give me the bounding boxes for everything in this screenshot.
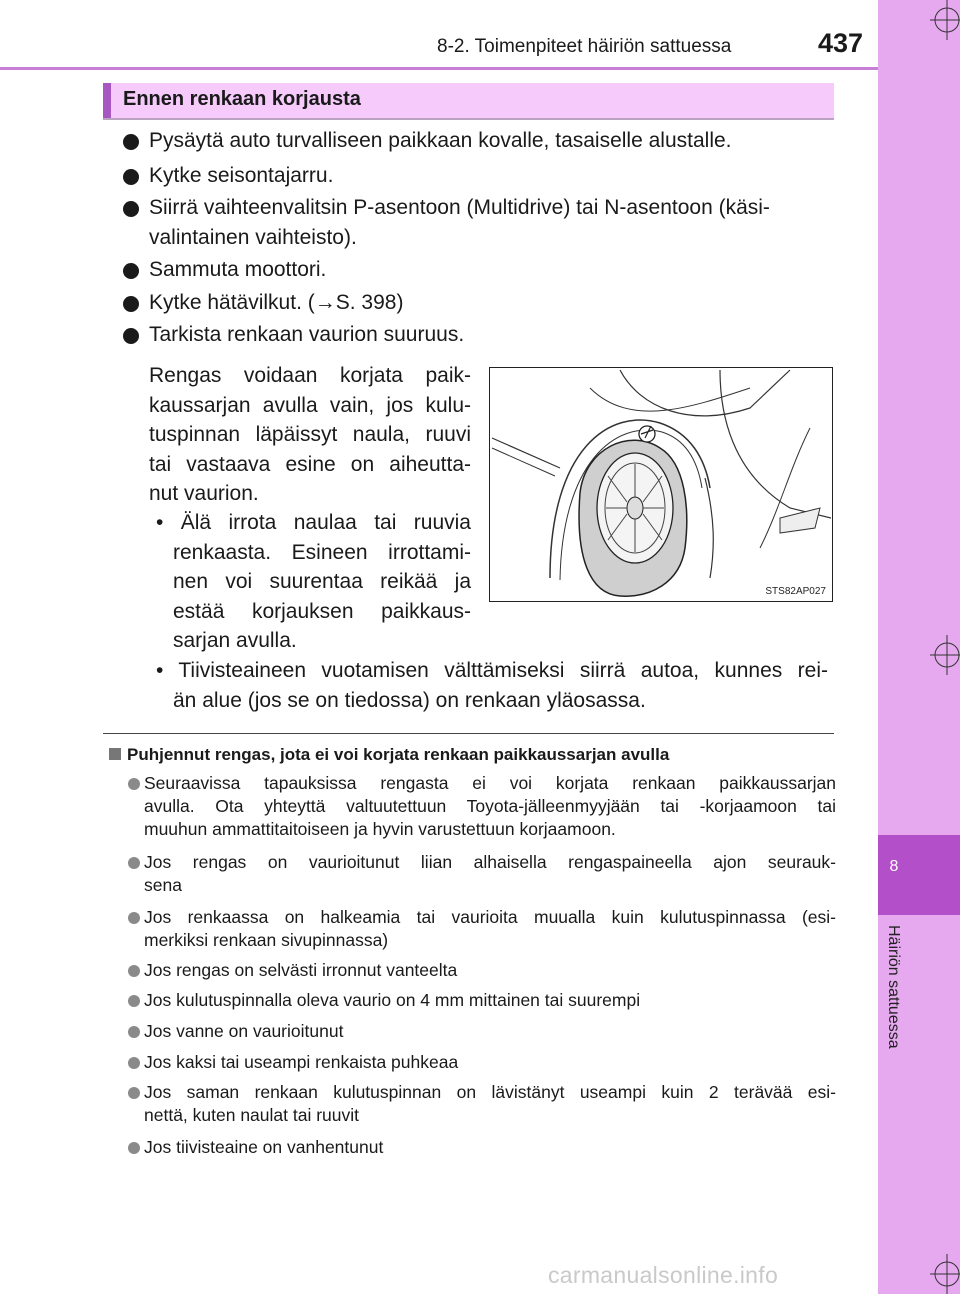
paragraph-line: tuspinnan läpäissyt naula, ruuvi [149,423,471,446]
figure-code: STS82AP027 [765,586,826,597]
paragraph-line: nut vaurion. [149,482,259,505]
sub-bullet-line: renkaasta. Esineen irrottami- [173,540,471,564]
square-bullet-icon [109,748,121,760]
bullet-text: Siirrä vaihteenvalitsin P-asentoon (Multidrive) tai N-asentoon (käsi- [149,196,770,219]
note-line: Jos kulutuspinnalla oleva vaurio on 4 mm mittainen tai suurempi [144,990,641,1010]
paragraph-line: Rengas voidaan korjata paik- [149,364,471,387]
note-title-text: Puhjennut rengas, jota ei voi korjata renkaan paikkaussarjan avulla [127,745,670,764]
bullet-text: Kytke seisontajarru. [149,164,334,187]
paragraph-line: kaussarjan avulla vain, jos kulu- [149,393,471,417]
bullet-dot-icon [123,328,139,344]
note-line: Jos saman renkaan kulutuspinnan on lävistänyt useampi kuin 2 terävää esi- [144,1082,836,1102]
bullet-dot-icon [128,995,140,1007]
crop-mark-middle [930,635,960,675]
bullet-dot-icon [123,169,139,185]
note-line: Jos rengas on vaurioitunut liian alhaisella rengaspaineella ajon seurauk- [144,852,836,872]
section-divider [103,733,834,734]
sub-bullet-line: estää korjauksen paikkaus- [173,599,471,623]
note-line: Seuraavissa tapauksissa rengasta ei voi korjata renkaan paikkaussarjan [144,773,836,793]
bullet-text: valintainen vaihteisto). [149,226,357,249]
note-line: nettä, kuten naulat tai ruuvit [144,1105,359,1125]
flat-tire-illustration [489,367,833,602]
bullet-text: Kytke hätävilkut. (→S. 398) [149,291,404,314]
note-line: Jos vanne on vaurioitunut [144,1021,344,1041]
bullet-text: Sammuta moottori. [149,258,327,281]
note-line: Jos kaksi tai useampi renkaista puhkeaa [144,1052,459,1072]
bullet-dot-icon [128,1057,140,1069]
sub-bullet-sealant [156,656,828,715]
bullet-text: Pysäytä auto turvalliseen paikkaan kovalle, tasaiselle alustalle. [149,129,732,152]
sub-bullet-line: sarjan avulla. [173,629,297,652]
bullet-dot-icon [128,857,140,869]
note-line: Jos renkaassa on halkeamia tai vaurioita muualla kuin kulutuspinnassa (esi- [144,907,836,927]
paragraph-line: tai vastaava esine on aiheutta- [149,452,471,476]
bullet-dot-icon [128,778,140,790]
bullet-dot-icon [123,201,139,217]
section-reference: 8-2. Toimenpiteet häiriön sattuessa [437,36,732,57]
title-accent-bar [103,83,111,118]
chapter-title-text: Häiriön sattuessa [885,925,902,1049]
bullet-dot-icon [128,1142,140,1154]
header-rule [0,67,878,70]
damage-paragraph [149,361,471,509]
chapter-number: 8 [889,858,899,875]
sub-bullet-nail [156,508,471,656]
car-wheel-drawing [490,368,831,600]
bullet-dot-icon [128,965,140,977]
bullet-dot-icon [123,296,139,312]
section-box-title-text: Ennen renkaan korjausta [123,88,361,110]
note-line: merkiksi renkaan sivupinnassa) [144,930,389,950]
sub-bullet-line: • Tiivisteaineen vuotamisen välttämiseksi siirrä autoa, kunnes rei- [156,659,828,682]
note-line: avulla. Ota yhteyttä valtuutettuun Toyota-jälleenmyyjään tai -korjaamoon tai [144,796,836,816]
crop-mark-bottom [930,1254,960,1294]
bullet-dot-icon [123,134,139,150]
section-box-title [103,83,834,120]
bullet-dot-icon [128,1087,140,1099]
bullet-dot-icon [128,1026,140,1038]
sub-bullet-line: än alue (jos se on tiedossa) on renkaan yläosassa. [173,688,646,712]
chapter-title [884,925,908,1085]
bullet-dot-icon [123,263,139,279]
note-line: Jos tiivisteaine on vanhentunut [144,1137,384,1157]
bullet-text: Tarkista renkaan vaurion suuruus. [149,323,465,346]
crop-mark-top [930,0,960,40]
note-line: sena [144,875,182,895]
note-line: muuhun ammattitaitoiseen ja hyvin varustettuun korjaamoon. [144,819,616,839]
note-title [109,745,669,765]
sub-bullet-line: • Älä irrota naulaa tai ruuvia [156,511,471,534]
bullet-dot-icon [128,912,140,924]
page-number: 437 [818,28,864,58]
watermark: carmanualsonline.info [548,1262,779,1288]
sub-bullet-line: nen voi suurentaa reikää ja [173,570,471,593]
note-line: Jos rengas on selvästi irronnut vanteelta [144,960,458,980]
